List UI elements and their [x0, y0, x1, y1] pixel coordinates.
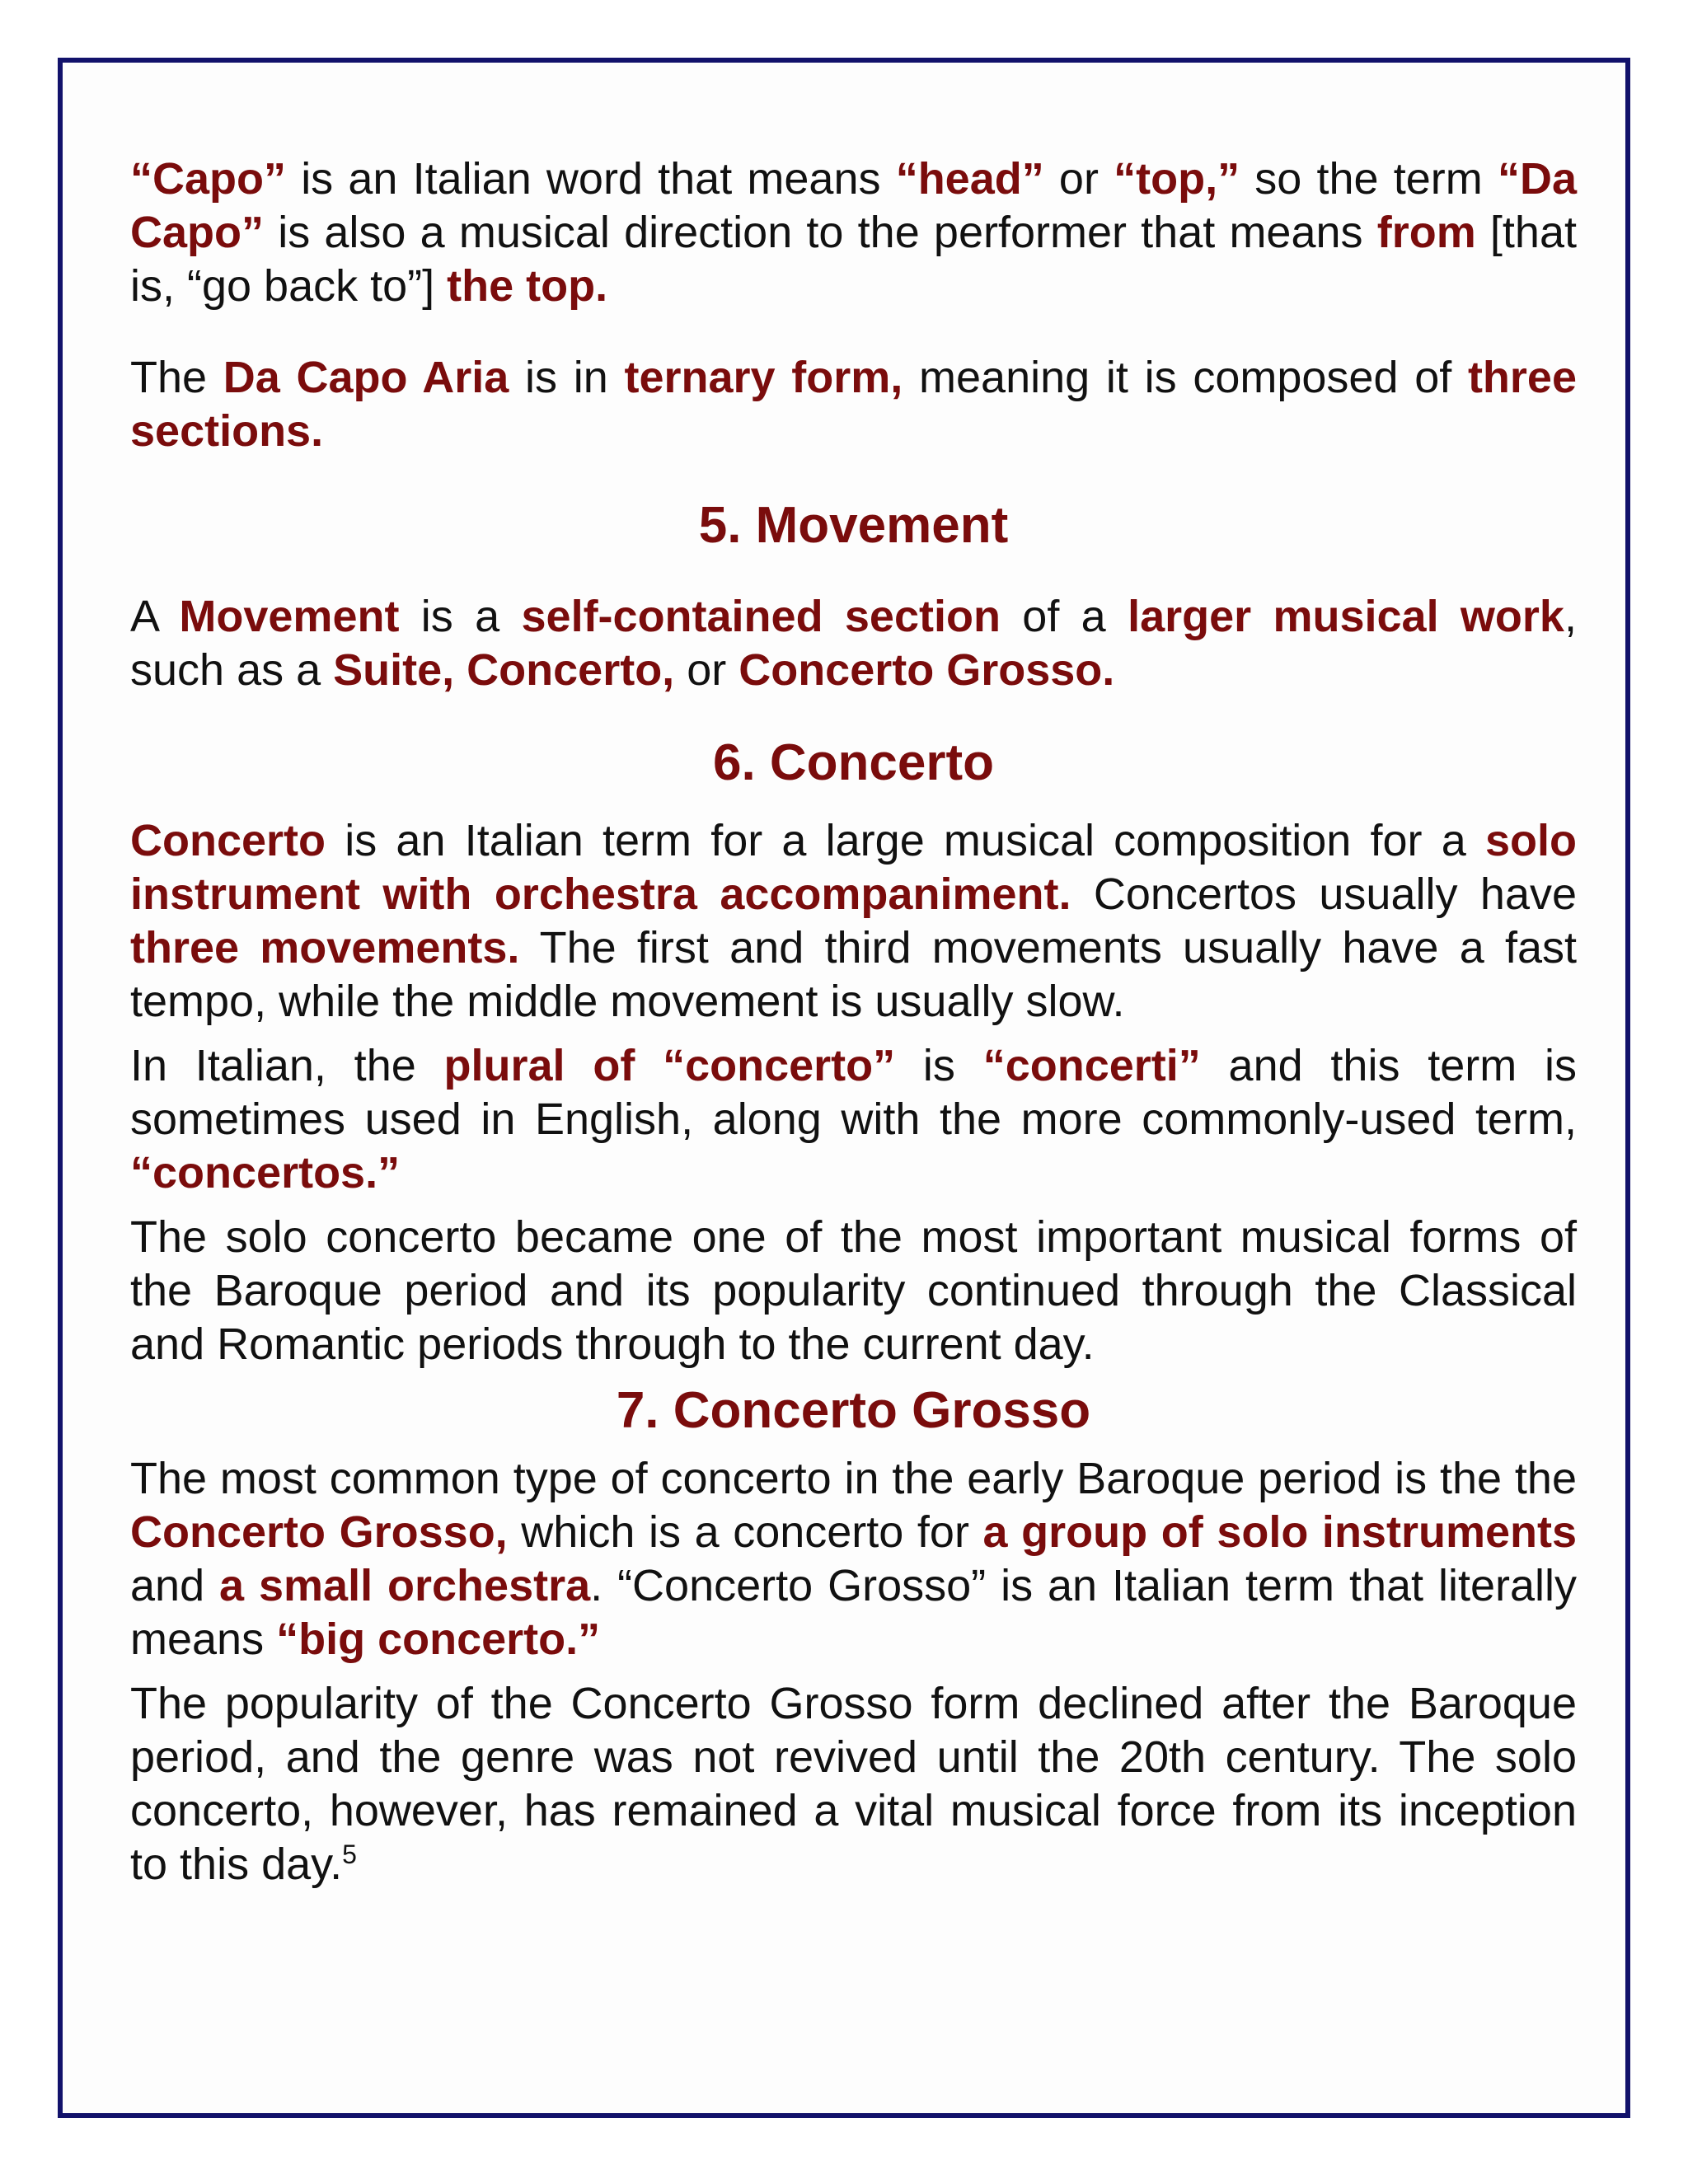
text-run: The [130, 353, 223, 402]
emphasis-term: three sections. [130, 353, 1577, 456]
emphasis-term: Movement [179, 592, 400, 641]
text-run: Concertos usually have [1071, 869, 1578, 919]
text-run: is in [509, 353, 625, 402]
emphasis-term: “concerti” [982, 1041, 1201, 1090]
paragraph-popularity [130, 1677, 1577, 1891]
text-run: The popularity of the Concerto Grosso form declined after the Baroque period, and the genre was not revived until the 20th century. The solo concerto, however, has remained a vital musical force from its inception to this day. [130, 1679, 1577, 1889]
emphasis-term: Suite, Concerto, [333, 645, 675, 695]
page-content [130, 152, 1577, 1891]
emphasis-term: from [1376, 208, 1476, 257]
text-run: is also a musical direction to the performer that means [264, 208, 1377, 257]
text-run: , such as a [130, 592, 1577, 695]
heading-concerto-grosso: 7. Concerto Grosso [616, 1382, 1091, 1439]
text-run: is a [399, 592, 522, 641]
text-run: [that is, “go back to”] [130, 208, 1578, 311]
text-run: The first and third movements usually have a fast tempo, while the middle movement is usually slow. [130, 923, 1577, 1026]
paragraph-movement [130, 590, 1577, 697]
emphasis-term: solo instrument with orchestra accompaniment. [130, 816, 1577, 919]
paragraph-solo-concerto [130, 1211, 1577, 1371]
text-run: is an Italian word that means [286, 154, 896, 204]
emphasis-term: larger musical work [1128, 592, 1564, 641]
text-run: of a [1000, 592, 1128, 641]
emphasis-term: three movements. [130, 923, 520, 972]
emphasis-term: “Capo” [130, 154, 286, 204]
paragraph-da-capo-aria [130, 351, 1577, 458]
emphasis-term: a group of solo instruments [982, 1507, 1577, 1557]
emphasis-term: Da Capo Aria [223, 353, 509, 402]
text-run: The most common type of concerto in the early Baroque period is the the [130, 1454, 1577, 1503]
footnote-marker: 5 [342, 1840, 357, 1869]
emphasis-term: ternary form, [624, 353, 903, 402]
emphasis-term: “top,” [1114, 154, 1240, 204]
heading-concerto: 6. Concerto [712, 734, 995, 791]
emphasis-term: plural of “concerto” [443, 1041, 896, 1090]
text-run: so the term [1240, 154, 1498, 204]
emphasis-term: “concertos.” [130, 1148, 401, 1197]
emphasis-term: “head” [895, 154, 1044, 204]
heading-movement: 5. Movement [698, 497, 1009, 554]
emphasis-term: a small orchestra [219, 1561, 591, 1610]
text-run: In Italian, the [130, 1041, 444, 1090]
text-run: is [895, 1041, 983, 1090]
text-run: is an Italian term for a large musical composition for a [326, 816, 1485, 865]
emphasis-term: Concerto Grosso, [130, 1507, 508, 1557]
paragraph-concerto-plural [130, 1039, 1577, 1200]
emphasis-term: “big concerto.” [276, 1615, 601, 1664]
emphasis-term: “Da Capo” [130, 154, 1577, 257]
text-run: and this term is sometimes used in English, along with the more commonly-used term, [130, 1041, 1577, 1144]
text-run: which is a concerto for [507, 1507, 983, 1557]
paragraph-da-capo [130, 152, 1577, 313]
paragraph-concerto-grosso [130, 1452, 1577, 1666]
text-run: and [130, 1561, 220, 1610]
emphasis-term: Concerto [130, 816, 326, 865]
emphasis-term: Concerto Grosso. [738, 645, 1115, 695]
text-run: meaning it is composed of [903, 353, 1468, 402]
text-run: or [1043, 154, 1114, 204]
emphasis-term: the top. [447, 261, 608, 311]
text-run: A [130, 592, 180, 641]
text-run: The solo concerto became one of the most important musical forms of the Baroque period and its popularity continued through the Classical and Romantic periods through to the current day. [130, 1212, 1577, 1369]
text-run: . “Concerto Grosso” is an Italian term that literally means [130, 1561, 1578, 1664]
paragraph-concerto-definition [130, 814, 1577, 1029]
emphasis-term: self-contained section [521, 592, 1001, 641]
text-run: or [674, 645, 739, 695]
